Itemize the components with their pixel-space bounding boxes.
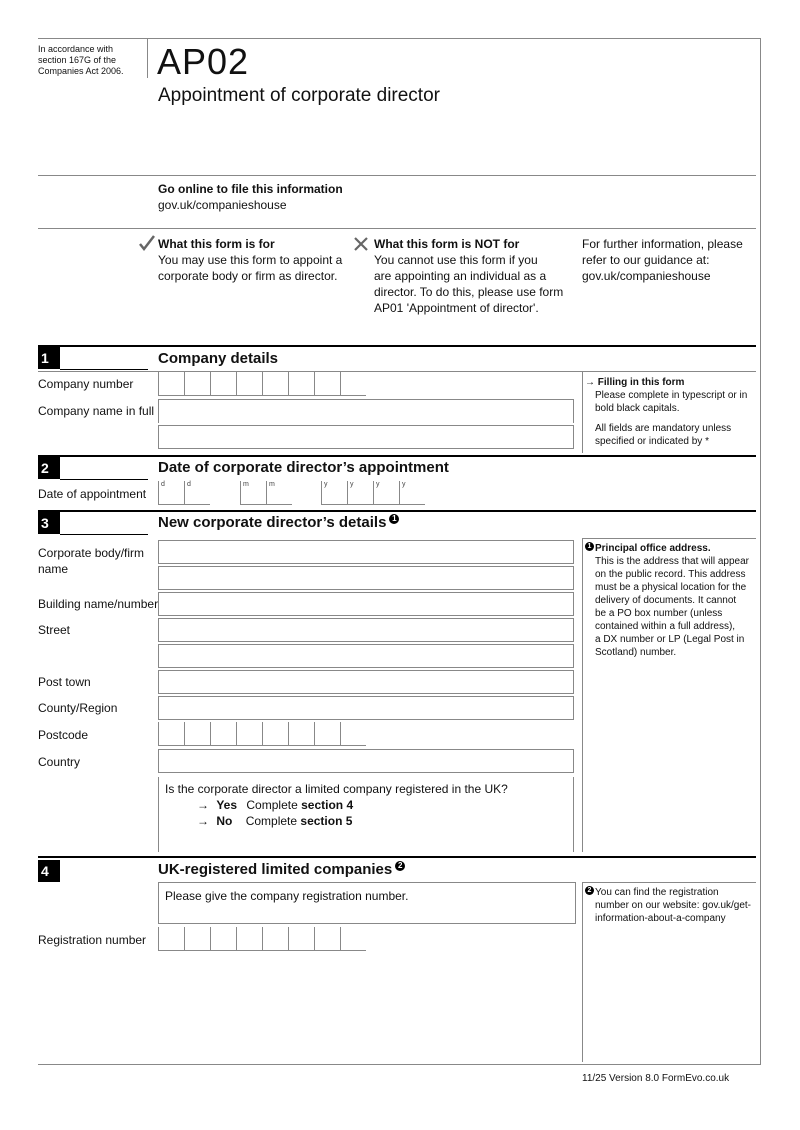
section1-side-divider bbox=[582, 371, 583, 453]
section2-title: Date of corporate director’s appointment bbox=[158, 459, 449, 476]
company-name-label: Company name in full bbox=[38, 404, 155, 418]
section3-rule bbox=[38, 510, 756, 512]
footer-version: 11/25 Version 8.0 FormEvo.co.uk bbox=[582, 1073, 730, 1084]
registration-instruction-box bbox=[158, 882, 576, 924]
no-option: → No Complete section 5 bbox=[197, 814, 353, 828]
postcode-cell[interactable] bbox=[184, 722, 210, 746]
corporate-name-input-line2[interactable] bbox=[158, 566, 574, 590]
section3-title: New corporate director’s details 1 bbox=[158, 513, 399, 533]
online-heading: Go online to file this information bbox=[158, 182, 343, 196]
for-block: What this form is for You may use this form to appoint a corporate body or firm as director. bbox=[158, 237, 343, 283]
post-town-label: Post town bbox=[38, 675, 91, 689]
date-cell-d1[interactable]: d bbox=[158, 481, 184, 505]
section4-side-note: 2 You can find the registration number on our website: gov.uk/get- information-about-a-company bbox=[585, 886, 757, 925]
online-url[interactable]: gov.uk/companieshouse bbox=[158, 198, 287, 212]
registration-number-cell[interactable] bbox=[288, 927, 314, 951]
post-town-input[interactable] bbox=[158, 670, 574, 694]
postcode-cell[interactable] bbox=[262, 722, 288, 746]
form-code: AP02 bbox=[157, 41, 250, 82]
company-number-cell[interactable] bbox=[288, 372, 314, 396]
date-input-year[interactable] bbox=[321, 481, 425, 505]
county-label: County/Region bbox=[38, 701, 118, 715]
registration-number-cell[interactable] bbox=[314, 927, 340, 951]
company-number-cell[interactable] bbox=[184, 372, 210, 396]
section3-side-note: 1 Principal office address. This is the address that will appear on the public record. This address must be a physical location for the delivery of documents. It cannot be a PO box number (unless contained within a full address), a DX number or LP (Legal Post in Scotland) number. bbox=[585, 542, 757, 659]
note-marker: 1 bbox=[389, 514, 399, 524]
date-cell-d2[interactable]: d bbox=[184, 481, 210, 505]
street-input[interactable] bbox=[158, 618, 574, 642]
section4-side-divider bbox=[582, 882, 583, 1062]
limited-company-question-box bbox=[158, 777, 574, 852]
company-number-cell[interactable] bbox=[210, 372, 236, 396]
date-input-day[interactable] bbox=[158, 481, 210, 505]
registration-number-label: Registration number bbox=[38, 933, 147, 947]
building-input[interactable] bbox=[158, 592, 574, 616]
corporate-name-input[interactable] bbox=[158, 540, 574, 564]
yes-option: → Yes Complete section 4 bbox=[197, 798, 354, 812]
postcode-cell[interactable] bbox=[236, 722, 262, 746]
country-label: Country bbox=[38, 755, 81, 769]
check-icon bbox=[138, 234, 156, 257]
date-cell-m1[interactable]: m bbox=[240, 481, 266, 505]
further-info: For further information, please refer to our guidance at: gov.uk/companieshouse bbox=[582, 237, 743, 283]
registration-number-input[interactable] bbox=[158, 927, 366, 951]
cross-icon bbox=[353, 236, 369, 257]
section1-rule bbox=[38, 345, 756, 347]
section4-rule bbox=[38, 856, 756, 858]
company-number-cell[interactable] bbox=[158, 372, 184, 396]
bottom-rule bbox=[38, 1064, 760, 1065]
header-divider bbox=[147, 38, 148, 78]
rule-intro-top bbox=[38, 228, 756, 229]
street-label: Street bbox=[38, 623, 71, 637]
limited-company-question: Is the corporate director a limited company registered in the UK? bbox=[165, 782, 508, 796]
registration-number-cell[interactable] bbox=[262, 927, 288, 951]
section4-title: UK-registered limited companies 2 bbox=[158, 860, 405, 880]
postcode-cell[interactable] bbox=[340, 722, 366, 746]
arrow-right-icon: → bbox=[585, 377, 595, 388]
company-number-label: Company number bbox=[38, 377, 134, 391]
registration-instruction: Please give the company registration number. bbox=[165, 889, 409, 903]
right-rule bbox=[760, 38, 761, 1065]
corporate-name-label: Corporate body/firm name bbox=[38, 546, 145, 576]
section3-side-divider bbox=[582, 538, 583, 852]
not-for-block: What this form is NOT for You cannot use this form if you are appointing an individual as a director. To do this, please use form AP01 'Appointment of director'. bbox=[374, 237, 564, 315]
street-input-line2[interactable] bbox=[158, 644, 574, 668]
company-name-input-line2[interactable] bbox=[158, 425, 574, 449]
rule-online-top bbox=[38, 175, 756, 176]
registration-number-cell[interactable] bbox=[340, 927, 366, 951]
postcode-cell[interactable] bbox=[314, 722, 340, 746]
date-cell-y4[interactable]: y bbox=[399, 481, 425, 505]
registration-number-cell[interactable] bbox=[184, 927, 210, 951]
date-input-month[interactable] bbox=[240, 481, 292, 505]
company-name-input[interactable] bbox=[158, 399, 574, 423]
date-of-appointment-label: Date of appointment bbox=[38, 487, 147, 501]
form-title: Appointment of corporate director bbox=[158, 85, 440, 106]
section2-rule bbox=[38, 455, 756, 457]
county-input[interactable] bbox=[158, 696, 574, 720]
legal-note: In accordance with section 167G of the Companies Act 2006. bbox=[38, 44, 124, 76]
registration-number-cell[interactable] bbox=[158, 927, 184, 951]
section1-title: Company details bbox=[158, 350, 279, 367]
date-cell-y3[interactable]: y bbox=[373, 481, 399, 505]
company-number-input[interactable] bbox=[158, 372, 366, 396]
section3-number: 3 bbox=[38, 512, 60, 534]
company-number-cell[interactable] bbox=[340, 372, 366, 396]
section1-number: 1 bbox=[38, 347, 60, 369]
postcode-input[interactable] bbox=[158, 722, 366, 746]
section4-number: 4 bbox=[38, 860, 60, 882]
section2-number: 2 bbox=[38, 457, 60, 479]
date-cell-y2[interactable]: y bbox=[347, 481, 373, 505]
company-number-cell[interactable] bbox=[236, 372, 262, 396]
date-cell-m2[interactable]: m bbox=[266, 481, 292, 505]
registration-number-cell[interactable] bbox=[210, 927, 236, 951]
note-marker: 2 bbox=[395, 861, 405, 871]
date-cell-y1[interactable]: y bbox=[321, 481, 347, 505]
section1-side-note: → Filling in this form Please complete in typescript or in bold black capitals. All fields are mandatory unless specified or indicated by * bbox=[585, 377, 748, 447]
registration-number-cell[interactable] bbox=[236, 927, 262, 951]
company-number-cell[interactable] bbox=[314, 372, 340, 396]
postcode-cell[interactable] bbox=[288, 722, 314, 746]
postcode-label: Postcode bbox=[38, 728, 89, 742]
arrow-right-icon: → bbox=[197, 814, 209, 828]
building-label: Building name/number bbox=[38, 597, 159, 611]
company-number-cell[interactable] bbox=[262, 372, 288, 396]
country-input[interactable] bbox=[158, 749, 574, 773]
note-2-icon: 2 bbox=[585, 886, 594, 895]
note-1-icon: 1 bbox=[585, 542, 594, 551]
section1-sub-rule bbox=[38, 371, 756, 372]
postcode-cell[interactable] bbox=[158, 722, 184, 746]
arrow-right-icon: → bbox=[197, 798, 209, 812]
postcode-cell[interactable] bbox=[210, 722, 236, 746]
